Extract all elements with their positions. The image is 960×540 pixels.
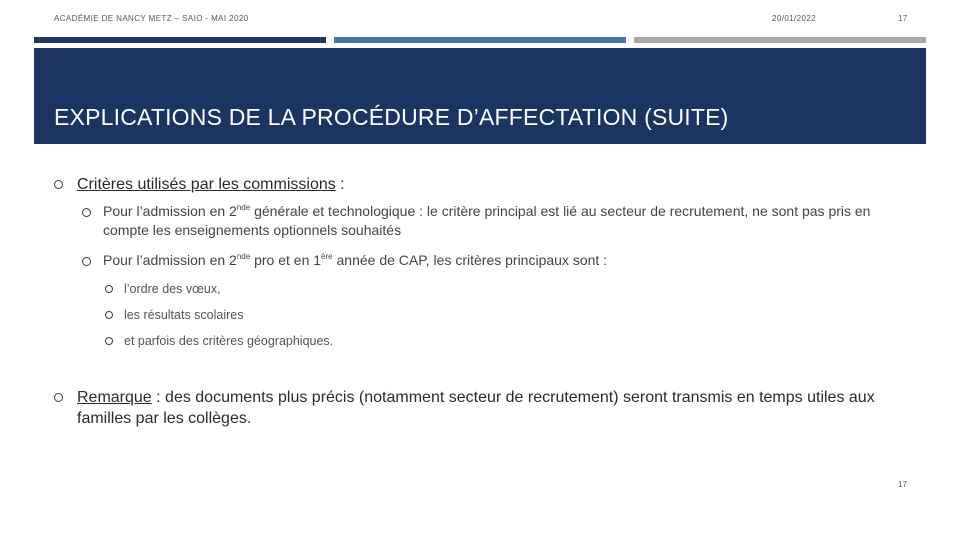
- bullet-circle-icon: [54, 180, 63, 189]
- criteria-pro-post: année de CAP, les critères principaux sont :: [332, 252, 608, 268]
- criteria-pro-sup1: nde: [236, 252, 251, 261]
- criteria-generale-post: générale et technologique : le critère principal est lié au secteur de recrutement, ne sont pas pris en compte les enseignements optionnels souhaités: [103, 203, 871, 238]
- slide-title: EXPLICATIONS DE LA PROCÉDURE D’AFFECTATION (SUITE): [54, 104, 729, 130]
- accent-bar-dark: [34, 37, 326, 43]
- bullet-circle-icon: [105, 337, 113, 345]
- remark-text: : des documents plus précis (notamment secteur de recrutement) seront transmis en temps utiles aux familles par les collèges.: [77, 389, 875, 427]
- header-org: ACADÉMIE DE NANCY METZ – SAIO - MAI 2020: [54, 14, 249, 23]
- sub-item-resultats: les résultats scolaires: [124, 308, 244, 322]
- criteria-pro-pre: Pour l’admission en 2: [103, 252, 237, 268]
- bullet-circle-icon: [82, 257, 91, 266]
- accent-bar-grey: [634, 37, 926, 43]
- title-band: [34, 48, 926, 144]
- remark-paragraph: [77, 387, 912, 429]
- remark-label: Remarque: [77, 389, 152, 406]
- bullet-circle-icon: [105, 311, 113, 319]
- bullet-circle-icon: [105, 285, 113, 293]
- criteria-generale-sup: nde: [236, 203, 251, 212]
- criteria-item-generale: [103, 202, 913, 240]
- header-page-number: 17: [898, 14, 908, 23]
- criteria-heading-suffix: :: [335, 176, 345, 193]
- footer-page-number: 17: [898, 480, 907, 489]
- header-date: 20/01/2022: [772, 14, 817, 23]
- bullet-circle-icon: [82, 208, 91, 217]
- criteria-generale-pre: Pour l’admission en 2: [103, 203, 237, 219]
- criteria-pro-mid: pro et en 1: [250, 252, 322, 268]
- criteria-heading-label: Critères utilisés par les commissions: [77, 176, 336, 193]
- bullet-circle-icon: [54, 393, 63, 402]
- sub-item-geographiques: et parfois des critères géographiques.: [124, 334, 334, 348]
- criteria-pro-sup2: ère: [321, 252, 333, 261]
- accent-bar-mid: [334, 37, 626, 43]
- criteria-item-pro: [103, 251, 913, 270]
- criteria-heading: [77, 174, 917, 195]
- sub-item-voeux: l’ordre des vœux,: [124, 282, 221, 296]
